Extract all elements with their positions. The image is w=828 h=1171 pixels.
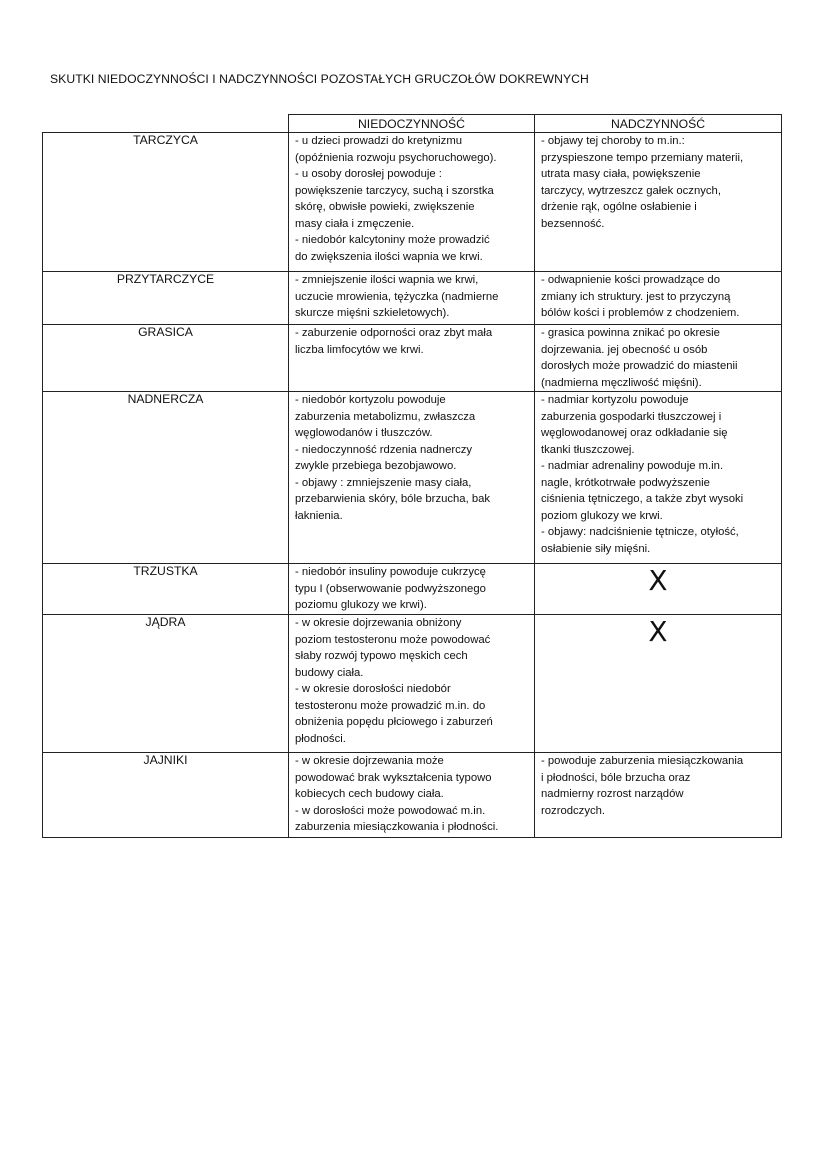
not-applicable-cross: X bbox=[535, 564, 782, 615]
hyperfunction-cell bbox=[535, 272, 782, 325]
gland-name: PRZYTARCZYCE bbox=[43, 272, 289, 325]
hyperfunction-text: - objawy tej choroby to m.in.: przyspieszone tempo przemiany materii, utrata masy ciała, powiększenie tarczycy, wytrzeszcz gałek ocznych, drżenie rąk, ogólne osłabienie i bezsenność. bbox=[541, 135, 744, 230]
hypofunction-cell bbox=[289, 272, 535, 325]
hypofunction-text: - niedobór kortyzolu powoduje zaburzenia metabolizmu, zwłaszcza węglowodanów i tłuszczów. - niedoczynność rdzenia nadnerczy zwykle przebiega bezobjawowo. - objawy : zmniejszenie masy ciała, przebarwienia skóry, bóle brzucha, bak łaknienia. bbox=[295, 394, 491, 522]
hypofunction-text: - w okresie dojrzewania obniżony poziom testosteronu może powodować słaby rozwój typowo męskich cech budowy ciała. - w okresie dorosłości niedobór testosteronu może prowadzić m.in. do obniżenia popędu płciowego i zaburzeń płodności. bbox=[295, 617, 493, 745]
table-row bbox=[43, 133, 782, 272]
hypofunction-cell bbox=[289, 392, 535, 564]
hypofunction-cell bbox=[289, 753, 535, 838]
glands-table bbox=[42, 114, 782, 838]
table-header-row bbox=[43, 115, 782, 133]
table-row bbox=[43, 564, 782, 615]
hypofunction-text: - zaburzenie odporności oraz zbyt mała liczba limfocytów we krwi. bbox=[295, 327, 493, 356]
gland-name: TARCZYCA bbox=[43, 133, 289, 272]
table-row bbox=[43, 272, 782, 325]
table-row bbox=[43, 392, 782, 564]
hyperfunction-text: - powoduje zaburzenia miesiączkowania i płodności, bóle brzucha oraz nadmierny rozrost narządów rozrodczych. bbox=[541, 755, 744, 817]
hyperfunction-text: - grasica powinna znikać po okresie dojrzewania. jej obecność u osób dorosłych może prowadzić do miastenii (nadmierna męczliwość mięśni). bbox=[541, 327, 738, 389]
hyperfunction-text: - nadmiar kortyzolu powoduje zaburzenia gospodarki tłuszczowej i węglowodanowej oraz odkładanie się tkanki tłuszczowej. - nadmiar adrenaliny powoduje m.in. nagle, krótkotrwałe podwyższenie ciśnienia tętniczego, a także zbyt wysoki poziom glukozy we krwi. - objawy: nadciśnienie tętnicze, otyłość, osłabienie siły mięśni. bbox=[541, 394, 744, 555]
table-row bbox=[43, 325, 782, 392]
page-title: SKUTKI NIEDOCZYNNOŚCI I NADCZYNNOŚCI POZOSTAŁYCH GRUCZOŁÓW DOKREWNYCH bbox=[50, 72, 589, 86]
header-hypofunction: NIEDOCZYNNOŚĆ bbox=[289, 115, 535, 133]
hyperfunction-text: - odwapnienie kości prowadzące do zmiany ich struktury. jest to przyczyną bólów kości i problemów z chodzeniem. bbox=[541, 274, 740, 319]
not-applicable-cross: X bbox=[535, 615, 782, 753]
hyperfunction-cell bbox=[535, 392, 782, 564]
header-hyperfunction: NADCZYNNOŚĆ bbox=[535, 115, 782, 133]
gland-name: GRASICA bbox=[43, 325, 289, 392]
gland-name: JAJNIKI bbox=[43, 753, 289, 838]
hypofunction-cell bbox=[289, 133, 535, 272]
gland-name: JĄDRA bbox=[43, 615, 289, 753]
hypofunction-text: - niedobór insuliny powoduje cukrzycę typu I (obserwowanie podwyższonego poziomu glukozy we krwi). bbox=[295, 566, 486, 611]
hypofunction-text: - u dzieci prowadzi do kretynizmu (opóźnienia rozwoju psychoruchowego). - u osoby dorosłej powoduje : powiększenie tarczycy, suchą i szorstka skórę, obwisłe powieki, zwiększenie masy ciała i zmęczenie. - niedobór kalcytoniny może prowadzić do zwiększenia ilości wapnia we krwi. bbox=[295, 135, 497, 263]
gland-name: NADNERCZA bbox=[43, 392, 289, 564]
table-row bbox=[43, 615, 782, 753]
hyperfunction-cell bbox=[535, 133, 782, 272]
hypofunction-cell bbox=[289, 564, 535, 615]
hypofunction-text: - w okresie dojrzewania może powodować brak wykształcenia typowo kobiecych cech budowy ciała. - w dorosłości może powodować m.in. zaburzenia miesiączkowania i płodności. bbox=[295, 755, 499, 833]
header-empty-cell bbox=[43, 115, 289, 133]
hypofunction-cell bbox=[289, 325, 535, 392]
hyperfunction-cell bbox=[535, 753, 782, 838]
table-row bbox=[43, 753, 782, 838]
hypofunction-text: - zmniejszenie ilości wapnia we krwi, uczucie mrowienia, tężyczka (nadmierne skurcze mięśni szkieletowych). bbox=[295, 274, 499, 319]
hypofunction-cell bbox=[289, 615, 535, 753]
gland-name: TRZUSTKA bbox=[43, 564, 289, 615]
hyperfunction-cell bbox=[535, 325, 782, 392]
